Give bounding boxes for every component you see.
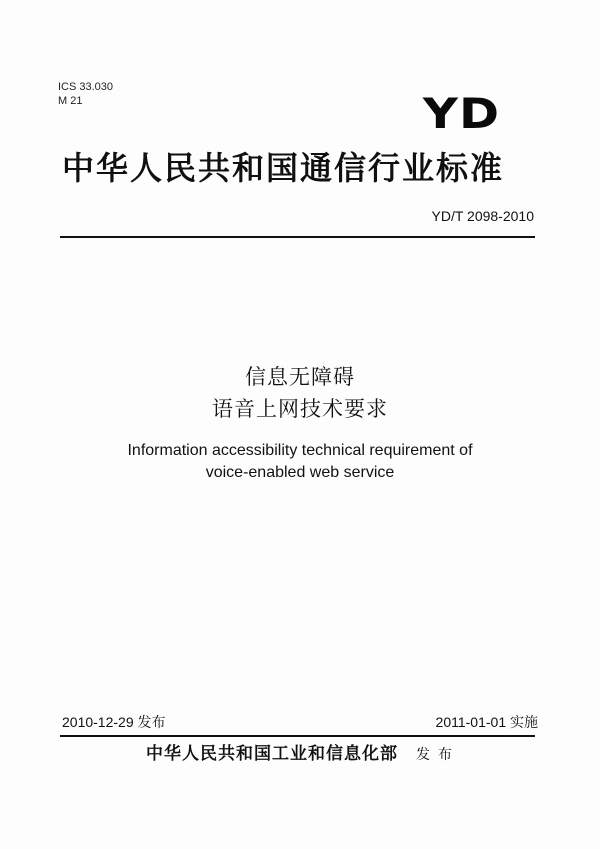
- issue-date: 2010-12-29 发布: [62, 714, 166, 730]
- chinese-title-line-2: 语音上网技术要求: [212, 398, 388, 421]
- english-title-line-2: voice-enabled web service: [205, 464, 395, 481]
- ics-code: ICS 33.030: [58, 81, 114, 93]
- standard-number: YD/T 2098-2010: [431, 208, 534, 224]
- english-title-line-1: Information accessibility technical requirement of: [127, 442, 473, 459]
- footer-divider: [60, 735, 535, 737]
- classification-codes: [58, 80, 113, 108]
- chinese-title-line-1: 信息无障碍: [245, 366, 355, 389]
- issuer-action: 发 布: [416, 746, 454, 762]
- issuer-name: 中华人民共和国工业和信息化部: [146, 744, 399, 763]
- yd-logo: YD: [422, 89, 500, 138]
- header-divider: [60, 236, 535, 238]
- implementation-date: 2011-01-01 实施: [435, 714, 538, 730]
- issuing-authority: [0, 743, 600, 765]
- ccs-code: M 21: [58, 95, 83, 107]
- standard-category-title: 中华人民共和国通信行业标准: [62, 150, 505, 186]
